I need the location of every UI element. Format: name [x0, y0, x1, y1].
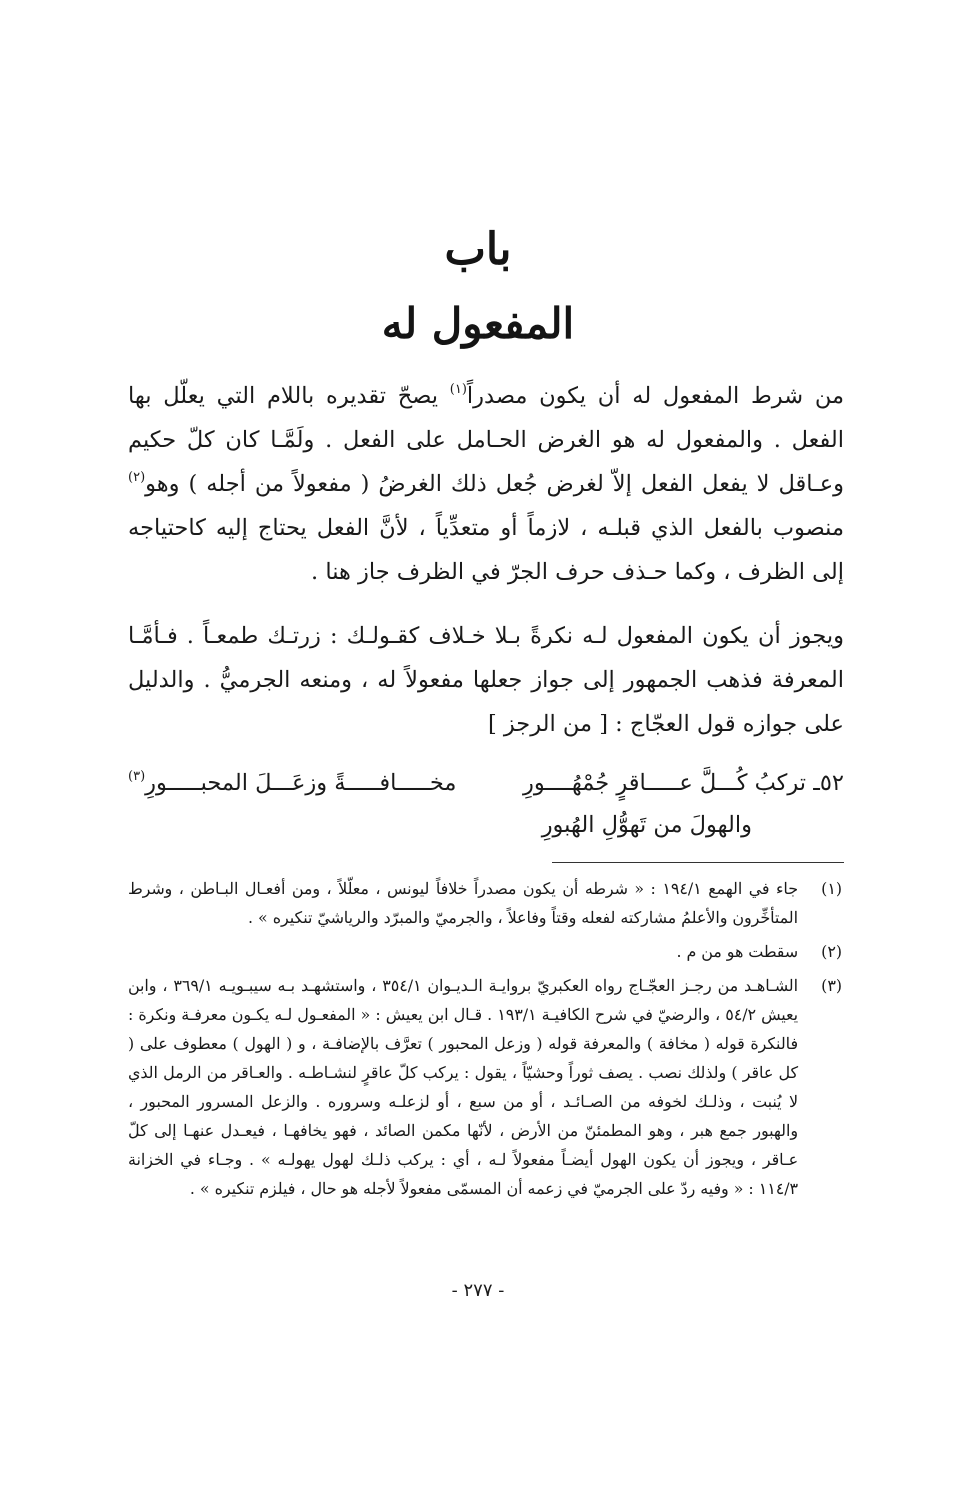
- footnote-ref-1: (١): [449, 382, 467, 397]
- footnote-separator: [552, 862, 844, 863]
- verse-line-2: والهولَ من تَهوُّلِ الهُبورِ: [541, 812, 752, 838]
- verse-block: [128, 762, 844, 846]
- page-number: - ٢٧٧ -: [451, 1280, 505, 1301]
- paragraph-1-part-c: منصوب بالفعل الذي قبلـه ، لازماً أو متعدِّياً ، لأنَّ الفعل يحتاج إليه كاحتياجه إلى الظرف ، وكما حـذف حرف الجرّ في الظرف جاز هنا .: [128, 515, 844, 585]
- paragraph-1: [128, 374, 844, 594]
- footnote-item: [128, 874, 844, 932]
- footnote-text: سقطت هو من م .: [676, 942, 798, 961]
- verse-line-1: [128, 762, 844, 804]
- footnote-item: [128, 937, 844, 966]
- paragraph-2: ويجوز أن يكون المفعول لـه نكرةً بـلا خـلاف كقـولـك : زرتـك طمعـاً . فـأمَّـا المعرفة فذهب الجمهور إلى جواز جعلها مفعولاً له ، ومنعه الجرميُّ . والدليل على جوازه قول العجّاج : [ من الرجز ]: [128, 623, 844, 737]
- paragraph-1-part-a: من شرط المفعول له أن يكون مصدراً: [466, 383, 845, 409]
- footnote-number: (١): [821, 879, 842, 898]
- verse-hemistich-2: مخـــــافـــــةً وزعَـــلَ المحبـــــورِ: [145, 770, 457, 796]
- footnotes: [128, 874, 844, 1208]
- verse-hemistich-1: تركبُ كُـــلَّ عـــــاقرٍ جُمْهُــــورِ: [523, 770, 807, 796]
- verse-number: ٥٢ـ: [813, 770, 844, 796]
- footnote-number: (٣): [821, 976, 842, 995]
- footnote-text: الشـاهـد من رجـز العجّـاج رواه العكبريّ بروايـة الـديـوان ٣٥٤/١ ، واستشهـد بـه سيبـويـه ٣٦٩/١ ، وابن يعيش ٥٤/٢ ، والرضيّ في شرح الكافيـة ١٩٣/١ . قـال ابن يعيش : « المفعـول لـه يكـون معرفـة ونكرة : فالنكرة قوله ( مخافة ) والمعرفة قوله ( وزعل المحبور ) تعرَّف بالإضافـة ، و ( الهول ) معطوف على ( كل عاقر ) ولذلك نصب . يصف ثوراً وحشيّاً ، يقول : يركب كلّ عاقرٍ لنشـاطـه . والعـاقر من الرمل الذي لا يُنبت ، وذلـك لخوفه من الصـائـد ، أو من سبع ، أو لزعلـه وسروره . والزعل المسرور المحبور ، والهبور جمع هبر ، وهو المطمئنّ من الأرض ، لأنّها مكمن الصائد ، فهو يخافهـا ، فيعـدل عنهـا إلى كلّ عـاقر ، ويجوز أن يكون الهول أيضـاً مفعولاً لـه ، أي : يركب ذلـك لهول يهولـه » . وجـاء في الخزانة ١١٤/٣ : « وفيه ردّ على الجرميّ في زعمه أن المسمّى مفعولاً لأجله هو حال ، فيلزم تنكيره » .: [128, 976, 798, 1198]
- verse-second-hemistich: [128, 762, 456, 804]
- verse-first-hemistich: [523, 762, 844, 804]
- chapter-label: باب: [444, 224, 512, 275]
- footnote-number: (٢): [821, 942, 842, 961]
- footnote-ref-3: (٣): [128, 769, 146, 784]
- footnote-ref-2: (٢): [128, 470, 146, 485]
- footnote-text: جاء في الهمع ١٩٤/١ : « شرطه أن يكون مصدراً خلافاً ليونس ، معلّلاً ، ومن أفعـال البـاطن ، وشرط المتأخِّرون والأعلمُ مشاركته لفعله وقتاً وفاعلاً ، والجرميّ والمبرّد والرياشيّ تنكيره » .: [128, 879, 798, 927]
- chapter-title: المفعول له: [381, 299, 575, 348]
- footnote-item: [128, 971, 844, 1203]
- paragraph-1-part-b: يصحّ تقديره باللام التي يعلّل بها الفعل . والمفعول له هو الغرض الحـامل على الفعل . ولَمَّـا كان كلّ حكيم وعـاقل لا يفعل الفعل إلاّ لغرض جُعل ذلك الغرضُ ( مفعولاً من أجله ) وهو: [128, 383, 844, 497]
